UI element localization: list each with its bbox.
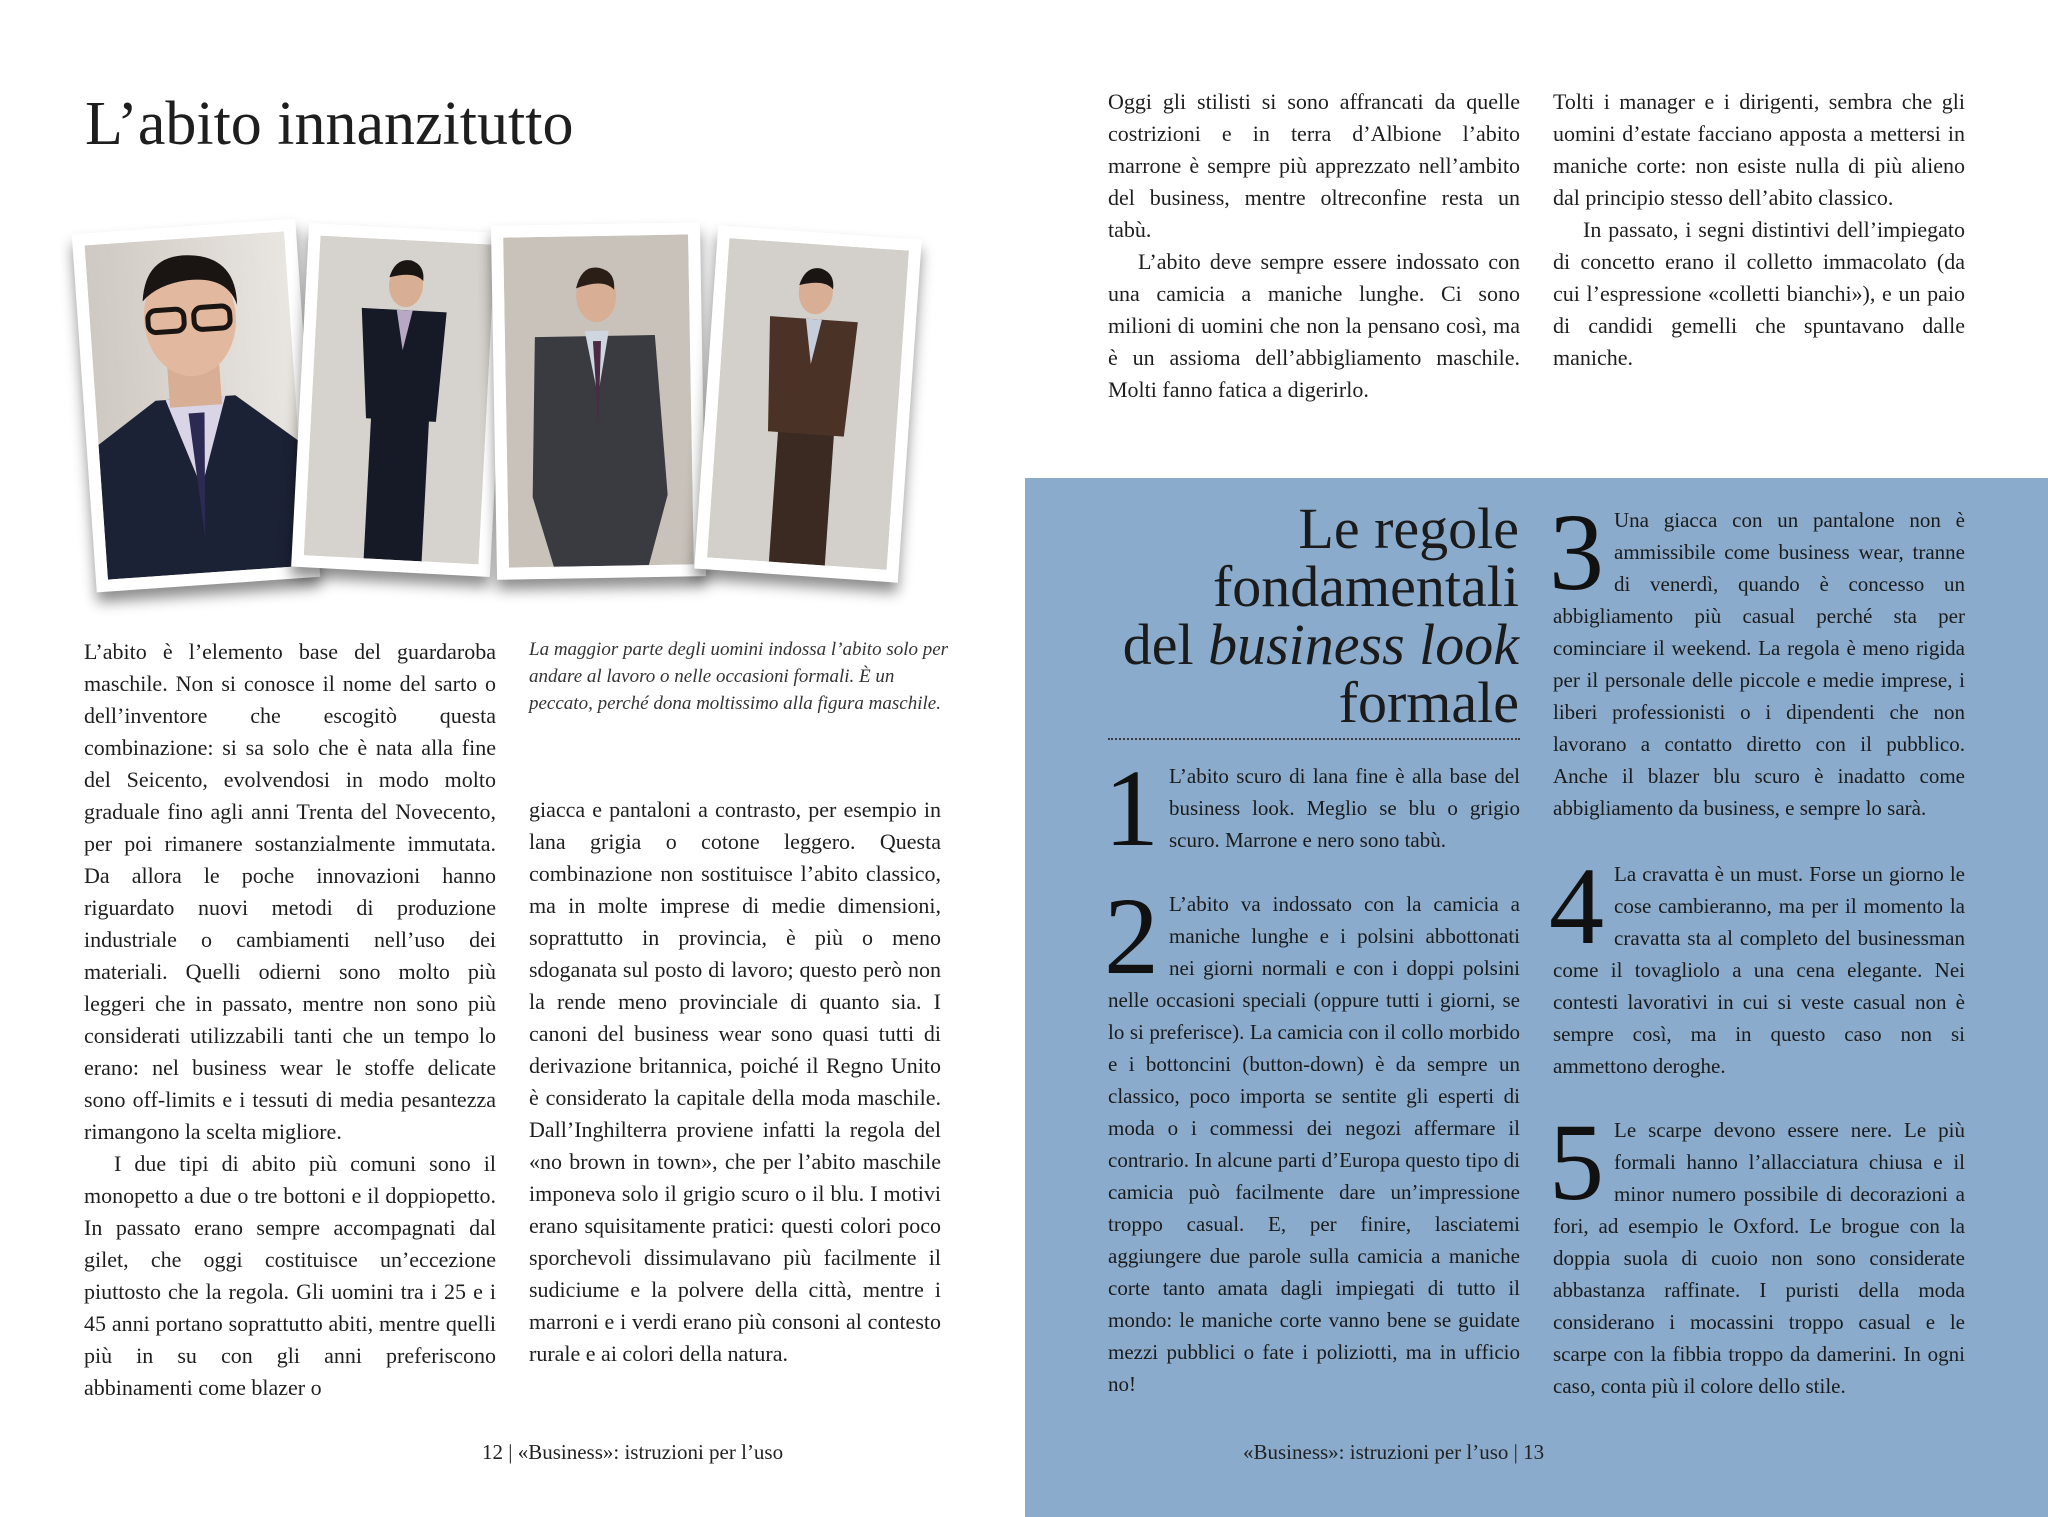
paragraph: L’abito è l’elemento base del guardaroba maschile. Non si conosce il nome del sarto o dell’inventore che escogitò questa combinazione: si sa solo che è nata alla fine del Seicento, evolvendosi in modo molto graduale fino agli anni Trenta del Novecento, per poi rimanere sostanzialmente immutata. Da allora le poche innovazioni hanno riguardato nuovi metodi di produzione industriale o cambiamenti nell’uso dei materiali. Quelli odierni sono molto più leggeri che in passato, mentre non sono più considerati utilizzabili tanti che un tempo lo erano: nel business wear le stoffe delicate sono off-limits e i tessuti di media pesantezza rimangono la scelta migliore. (84, 639, 496, 1144)
box-title (1019, 496, 1519, 735)
page-title: L’abito innanzitutto (85, 90, 574, 158)
rule-number: 2 (1104, 875, 1159, 997)
body-column-4 (1553, 86, 1965, 374)
photo-model-brown-suit (694, 225, 921, 582)
rule-number: 3 (1549, 491, 1604, 613)
rule-number: 5 (1549, 1101, 1604, 1223)
rule-text: La cravatta è un must. Forse un giorno le cose cambieranno, ma per il momento la cravatta sta al completo del businessman come il tovagliolo a una cena elegante. Nei contesti lavorativi in cui si veste casual non è sempre così, ma in questo caso non si ammettono deroghe. (1553, 862, 1965, 1078)
page-folio-right: «Business»: istruzioni per l’uso | 13 (1243, 1440, 1545, 1464)
box-title-line: fondamentali (1212, 554, 1519, 619)
paragraph: Tolti i manager e i dirigenti, sembra che gli uomini d’estate facciano apposta a mettersi in maniche corte: non esiste nulla di più alieno dal principio stesso dell’abito classico. (1553, 89, 1965, 210)
page-folio-left: 12 | «Business»: istruzioni per l’uso (482, 1440, 784, 1464)
box-title-line: Le regole (1298, 496, 1519, 561)
rule-2 (1104, 875, 1520, 1400)
rule-text: Le scarpe devono essere nere. Le più formali hanno l’allacciatura chiusa e il minor numero possibile di decorazioni a fori, ad esempio le Oxford. Le brogue con la doppia suola di cuoio non sono considerate abbastanza raffinate. I puristi della moda considerano i mocassini troppo casual e le scarpe con la fibbia troppo da damerini. In ogni caso, conta più il colore dello stile. (1553, 1118, 1965, 1398)
photo-caption: La maggior parte degli uomini indossa l’abito solo per andare al lavoro o nelle occasioni formali. È un peccato, perché dona moltissimo alla figura maschile. (529, 639, 949, 714)
rule-4 (1549, 845, 1965, 1082)
paragraph: Oggi gli stilisti si sono affrancati da quelle costrizioni e in terra d’Albione l’abito marrone è sempre più apprezzato nell’ambito del business, mentre oltreconfine resta un tabù. (1108, 89, 1520, 242)
box-title-line: del (1122, 612, 1209, 677)
rule-number: 4 (1549, 845, 1604, 967)
rule-text: Una giacca con un pantalone non è ammissibile come business wear, tranne di venerdì, quando è concesso un abbigliamento più casual perché sta per cominciare il weekend. La regola è meno rigida per il personale delle piccole e medie imprese, i liberi professionisti o i dipendenti che non lavorano a contatto diretto con il pubblico. Anche il blazer blu scuro è inadatto come abbigliamento da business, e sempre lo sarà. (1553, 508, 1965, 820)
body-column-3 (1108, 86, 1520, 406)
dotted-divider (1108, 738, 1520, 740)
rule-3 (1549, 491, 1965, 824)
paragraph: I due tipi di abito più comuni sono il monopetto a due o tre bottoni e il doppiopetto. In passato erano sempre accompagnati dal gilet, che oggi costituisce un’eccezione piuttosto che la regola. Gli uomini tra i 25 e i 45 anni portano soprattutto abiti, mentre quelli più in su con gli anni preferiscono abbinamenti come blazer o (84, 1151, 496, 1400)
paragraph: In passato, i segni distintivi dell’impiegato di concetto erano il colletto immacolato (da cui l’espressione «colletti bianchi»), e un paio di candidi gemelli che spuntavano dalle maniche. (1553, 217, 1965, 370)
photo-model-navy-suit (291, 223, 508, 577)
box-title-line: formale (1338, 670, 1519, 735)
box-title-italic: business look (1208, 612, 1519, 677)
body-column-1 (84, 636, 496, 1404)
rule-5 (1549, 1101, 1965, 1402)
body-column-2 (529, 794, 941, 1370)
paragraph: giacca e pantaloni a contrasto, per esempio in lana grigia o cotone leggero. Questa combinazione non sostituisce l’abito classico, ma in molte imprese di medie dimensioni, soprattutto in provincia, è più o meno sdoganata sul posto di lavoro; questo però non la rende meno provinciale di quanto sia. I canoni del business wear sono quasi tutti di derivazione britannica, poiché il Regno Unito è considerato la capitale della moda maschile. Dall’Inghilterra proviene infatti la regola del «no brown in town», che per l’abito maschile imponeva solo il grigio scuro o il blu. I motivi erano squisitamente pratici: questi colori poco sporchevoli dissimulavano più facilmente il sudiciume e la polvere della città, mentre i marroni e i verdi erano più consoni al contesto rurale e ai colori della natura. (529, 797, 941, 1366)
rule-text: L’abito scuro di lana fine è alla base del business look. Meglio se blu o grigio scuro. Marrone e nero sono tabù. (1169, 764, 1520, 852)
photo-model-grey-suit (491, 222, 706, 580)
rule-text: L’abito va indossato con la camicia a maniche lunghe e i polsini abbottonati nei giorni normali e con i doppi polsini nelle occasioni speciali (oppure tutti i giorni, se lo si preferisce). La camicia con il collo morbido e i bottoncini (button-down) è da sempre un classico, poco importa se sentite gli esperti di moda o i commessi dei negozi affermare il contrario. In alcune parti d’Europa questo tipo di camicia può facilmente dare un’impressione troppo casual. E, per finire, lasciatemi aggiungere due parole sulla camicia a maniche corte tanto amata dagli impiegati di tutto il mondo: le maniche corte vanno bene se guidate mezzi pubblici o fate i poliziotti, ma in ufficio no! (1108, 892, 1520, 1396)
photo-model-closeup (72, 219, 320, 593)
rule-number: 1 (1104, 747, 1159, 869)
paragraph: L’abito deve sempre essere indossato con una camicia a maniche lunghe. Ci sono milioni di uomini che non la pensano così, ma è un assioma dell’abbigliamento maschile. Molti fanno fatica a digerirlo. (1108, 249, 1520, 402)
rule-1 (1104, 747, 1520, 869)
